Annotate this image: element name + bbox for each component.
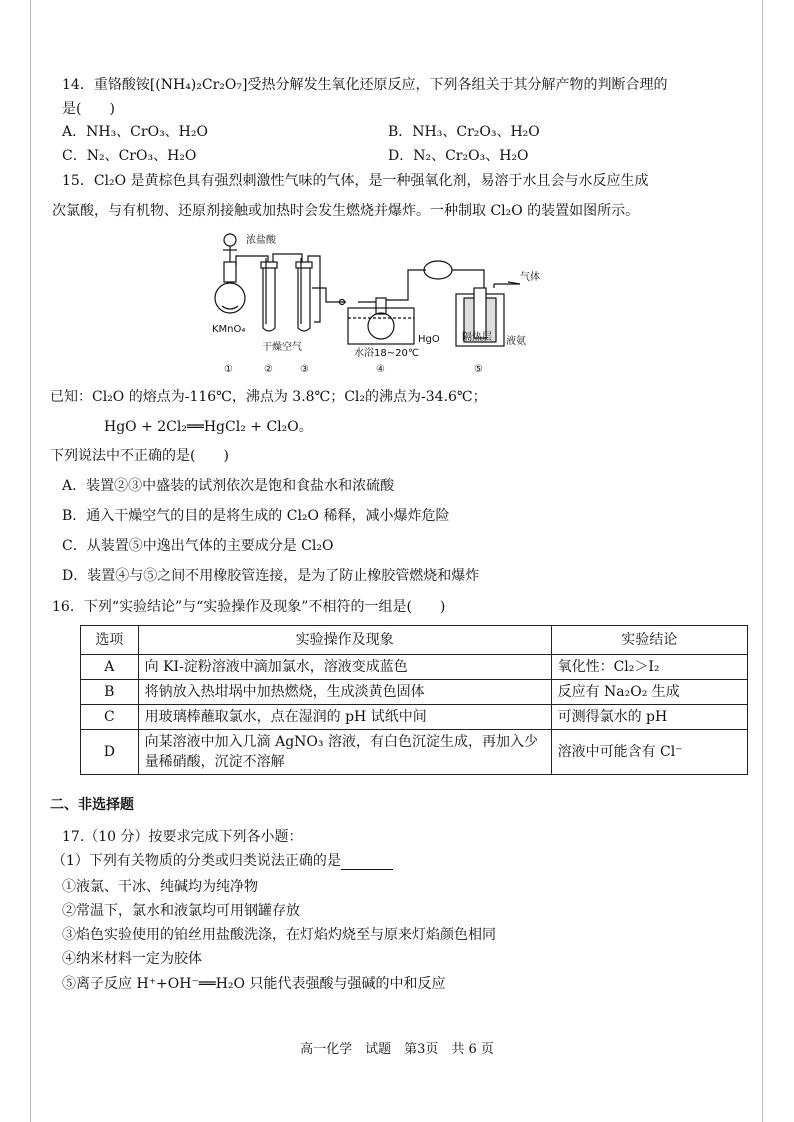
q15-option-a: A．装置②③中盛装的试剂依次是饱和食盐水和浓硫酸 (62, 478, 395, 494)
label-gas: 气体 (520, 272, 540, 283)
q14-stem-line2: 是( ) (62, 101, 115, 117)
label-insulation: 隔热层 (462, 332, 492, 343)
q15-option-b: B．通入干燥空气的目的是将生成的 Cl₂O 稀释，减小爆炸危险 (62, 508, 450, 524)
row-a-operation: 向 KI-淀粉溶液中滴加氯水，溶液变成蓝色 (138, 655, 551, 680)
q15-option-d: D．装置④与⑤之间不用橡胶管连接，是为了防止橡胶管燃烧和爆炸 (62, 568, 480, 584)
table-row (81, 705, 748, 730)
q15-stem-line1: 15．Cl₂O 是黄棕色具有强烈刺激性气味的气体，是一种强氧化剂，易溶于水且会与水反应生成 (62, 173, 649, 189)
row-c-conclusion: 可测得氯水的 pH (551, 705, 747, 730)
q17-item-4: ④纳米材料一定为胶体 (62, 951, 202, 967)
page-footer: 高一化学 试题 第3页 共 6 页 (300, 1042, 494, 1057)
q17-item-3: ③焰色实验使用的铂丝用盐酸洗涤，在灯焰灼烧至与原来灯焰颜色相同 (62, 927, 496, 943)
row-d-option: D (81, 730, 139, 775)
q15-question: 下列说法中不正确的是( ) (50, 448, 229, 464)
row-b-operation: 将钠放入热坩埚中加热燃烧，生成淡黄色固体 (138, 680, 551, 705)
label-acid: 浓盐酸 (246, 235, 276, 246)
row-d-conclusion: 溶液中可能含有 Cl⁻ (551, 730, 747, 775)
q15-stem-line2: 次氯酸，与有机物、还原剂接触或加热时会发生燃烧并爆炸。一种制取 Cl₂O 的装置如图所示。 (52, 203, 640, 219)
q16-stem: 16．下列“实验结论”与“实验操作及现象”不相符的一组是( ) (52, 599, 446, 615)
label-n1: ① (224, 364, 233, 375)
label-dry-air: 干燥空气 (262, 342, 302, 353)
label-n5: ⑤ (474, 364, 483, 375)
row-a-option: A (81, 655, 139, 680)
header-option: 选项 (81, 626, 139, 655)
row-a-conclusion: 氧化性：Cl₂＞I₂ (551, 655, 747, 680)
label-hgo: HgO (418, 334, 440, 345)
row-c-operation: 用玻璃棒蘸取氯水，点在湿润的 pH 试纸中间 (138, 705, 551, 730)
q17-stem: 17.（10 分）按要求完成下列各小题： (62, 829, 303, 845)
q14-stem-line1: 14．重铬酸铵[(NH₄)₂Cr₂O₇]受热分解发生氧化还原反应，下列各组关于其分解产物的判断合理的 (62, 77, 668, 93)
label-n3: ③ (300, 364, 309, 375)
q14-option-d: D．N₂、Cr₂O₃、H₂O (388, 148, 529, 164)
q16-table (80, 625, 748, 775)
q17-item-1: ①液氯、干冰、纯碱均为纯净物 (62, 879, 258, 895)
q17-sub1-text: （1）下列有关物质的分类或归类说法正确的是 (52, 853, 341, 869)
q15-known-line1: 已知：Cl₂O 的熔点为-116℃，沸点为 3.8℃；Cl₂的沸点为-34.6℃； (50, 389, 487, 405)
row-d-operation: 向某溶液中加入几滴 AgNO₃ 溶液，有白色沉淀生成，再加入少量稀硝酸，沉淀不溶解 (138, 730, 551, 775)
q15-known-line2: HgO + 2Cl₂══HgCl₂ + Cl₂O。 (104, 419, 313, 435)
header-operation: 实验操作及现象 (138, 626, 551, 655)
table-row (81, 730, 748, 775)
q15-option-c: C．从装置⑤中逸出气体的主要成分是 Cl₂O (62, 538, 334, 554)
section-title: 二、非选择题 (50, 797, 134, 813)
q17-sub1 (52, 852, 393, 870)
label-kmno4: KMnO₄ (212, 324, 246, 335)
label-liquid-ammonia: 液氨 (506, 336, 526, 347)
row-b-conclusion: 反应有 Na₂O₂ 生成 (551, 680, 747, 705)
q17-item-5: ⑤离子反应 H⁺+OH⁻══H₂O 只能代表强酸与强碱的中和反应 (62, 976, 446, 992)
header-conclusion: 实验结论 (551, 626, 747, 655)
label-n2: ② (264, 364, 273, 375)
label-water-bath: 水浴18~20℃ (354, 348, 420, 359)
row-c-option: C (81, 705, 139, 730)
q14-option-c: C．N₂、CrO₃、H₂O (62, 148, 197, 164)
label-n4: ④ (376, 364, 385, 375)
q17-item-2: ②常温下，氯水和液氯均可用钢罐存放 (62, 903, 300, 919)
apparatus-figure (208, 228, 548, 378)
q14-option-b: B．NH₃、Cr₂O₃、H₂O (388, 124, 540, 140)
table-row (81, 655, 748, 680)
table-row (81, 680, 748, 705)
answer-blank[interactable] (341, 855, 393, 870)
row-b-option: B (81, 680, 139, 705)
q14-option-a: A．NH₃、CrO₃、H₂O (62, 124, 208, 140)
table-header-row (81, 626, 748, 655)
